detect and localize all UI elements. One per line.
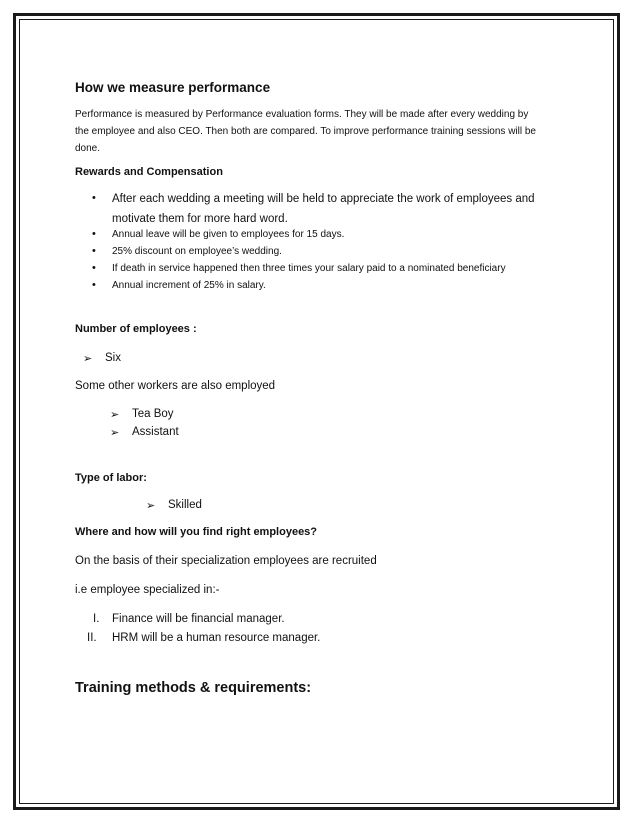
hiring-item-1: Finance will be financial manager. bbox=[112, 613, 285, 625]
section-title-labor: Type of labor: bbox=[75, 472, 147, 484]
section-title-rewards: Rewards and Compensation bbox=[75, 166, 223, 178]
other-workers-text: Some other workers are also employed bbox=[75, 380, 276, 392]
rewards-bullet-5: Annual increment of 25% in salary. bbox=[112, 280, 266, 291]
rewards-bullet-3: 25% discount on employee’s wedding. bbox=[112, 246, 282, 257]
hiring-item-2: HRM will be a human resource manager. bbox=[112, 632, 321, 644]
rewards-bullet-2: Annual leave will be given to employees for 15 days. bbox=[112, 229, 345, 240]
section-title-hiring: Where and how will you find right employees? bbox=[75, 526, 318, 538]
section-title-employees: Number of employees : bbox=[75, 323, 197, 335]
bullet-icon: • bbox=[92, 279, 96, 291]
other-worker-2: Assistant bbox=[132, 426, 179, 438]
labor-type: Skilled bbox=[168, 499, 202, 511]
bullet-icon: • bbox=[92, 245, 96, 257]
rewards-bullet-1-line-2: motivate them for more hard word. bbox=[112, 213, 288, 225]
section-title-training: Training methods & requirements: bbox=[75, 680, 312, 696]
roman-numeral-1: I. bbox=[93, 613, 100, 625]
performance-paragraph-line-1: Performance is measured by Performance evaluation forms. They will be made after every wedding by bbox=[75, 109, 529, 120]
arrow-bullet-icon: ➢ bbox=[110, 427, 120, 439]
bullet-icon: • bbox=[92, 262, 96, 274]
bullet-icon: • bbox=[92, 228, 96, 240]
section-title-performance: How we measure performance bbox=[75, 80, 271, 95]
performance-paragraph-line-2: the employee and also CEO. Then both are compared. To improve performance training sessions will be bbox=[75, 126, 536, 137]
roman-numeral-2: II. bbox=[87, 632, 97, 644]
bullet-icon: • bbox=[92, 192, 96, 204]
rewards-bullet-4: If death in service happened then three times your salary paid to a nominated beneficiary bbox=[112, 263, 506, 274]
arrow-bullet-icon: ➢ bbox=[146, 500, 156, 512]
employee-count: Six bbox=[105, 352, 121, 364]
other-worker-1: Tea Boy bbox=[132, 408, 174, 420]
rewards-bullet-1-line-1: After each wedding a meeting will be held to appreciate the work of employees and bbox=[112, 193, 535, 205]
hiring-line-2: i.e employee specialized in:- bbox=[75, 584, 220, 596]
arrow-bullet-icon: ➢ bbox=[110, 409, 120, 421]
arrow-bullet-icon: ➢ bbox=[83, 353, 93, 365]
performance-paragraph-line-3: done. bbox=[75, 143, 101, 154]
hiring-line-1: On the basis of their specialization employees are recruited bbox=[75, 555, 377, 567]
